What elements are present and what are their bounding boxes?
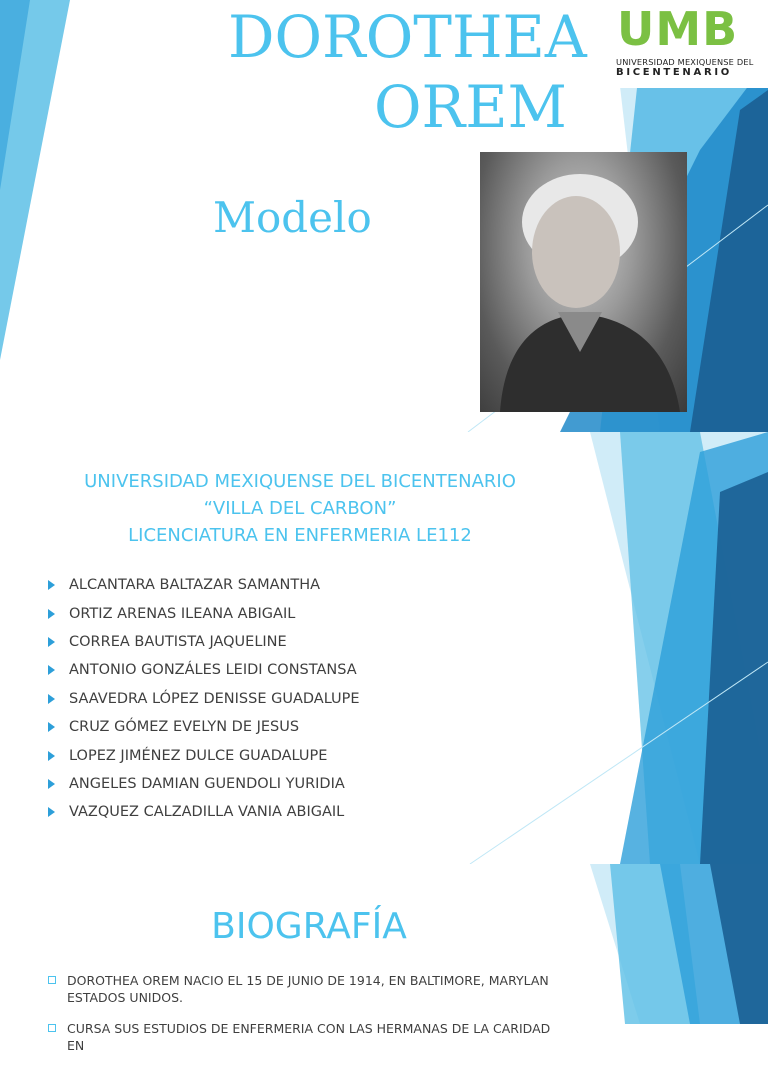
list-item: [48, 798, 360, 826]
arrow-bullet-icon: [48, 637, 55, 647]
umb-logo: [605, 0, 768, 88]
portrait-photo: [480, 152, 687, 412]
list-item: [48, 972, 568, 1006]
logo-text-line-1: UNIVERSIDAD MEXIQUENSE DEL: [616, 57, 754, 67]
arrow-bullet-icon: [48, 580, 55, 590]
team-member-list: [48, 571, 360, 827]
list-item: [48, 770, 360, 798]
title-slide: [0, 0, 768, 432]
arrow-bullet-icon: [48, 609, 55, 619]
member-name: SAAVEDRA LÓPEZ DENISSE GUADALUPE: [69, 690, 360, 707]
member-name: ORTIZ ARENAS ILEANA ABIGAIL: [69, 605, 296, 622]
arrow-bullet-icon: [48, 722, 55, 732]
list-item: [48, 571, 360, 599]
list-item: [48, 599, 360, 627]
biography-text: DOROTHEA OREM NACIO EL 15 DE JUNIO DE 1914, EN BALTIMORE, MARYLAN ESTADOS UNIDOS.: [67, 973, 549, 1005]
biography-list: [48, 972, 568, 1068]
university-block: [60, 468, 540, 549]
biography-text: CURSA SUS ESTUDIOS DE ENFERMERIA CON LAS HERMANAS DE LA CARIDAD EN: [67, 1021, 551, 1053]
university-name: UNIVERSIDAD MEXIQUENSE DEL BICENTENARIO: [84, 471, 516, 492]
title-line-2: OREM: [374, 73, 567, 141]
member-name: ANTONIO GONZÁLES LEIDI CONSTANSA: [69, 662, 357, 679]
list-item: [48, 713, 360, 741]
biography-slide: [0, 864, 768, 1053]
member-name: LOPEZ JIMÉNEZ DULCE GUADALUPE: [69, 747, 328, 764]
arrow-bullet-icon: [48, 779, 55, 789]
team-slide: [0, 432, 768, 864]
member-name: VAZQUEZ CALZADILLA VANIA ABIGAIL: [69, 804, 345, 821]
list-item: [48, 741, 360, 769]
member-name: CORREA BAUTISTA JAQUELINE: [69, 633, 287, 650]
square-bullet-icon: [48, 1024, 56, 1032]
arrow-bullet-icon: [48, 751, 55, 761]
presentation-subtitle: Modelo: [213, 193, 372, 242]
logo-wordmark: UMB: [617, 2, 739, 56]
campus-name: “VILLA DEL CARBON”: [203, 498, 397, 519]
arrow-bullet-icon: [48, 665, 55, 675]
member-name: CRUZ GÓMEZ EVELYN DE JESUS: [69, 719, 300, 736]
presentation-title: [228, 2, 588, 142]
list-item: [48, 685, 360, 713]
logo-text-line-2: BICENTENARIO: [616, 67, 732, 78]
program-name: LICENCIATURA EN ENFERMERIA LE112: [128, 525, 472, 546]
member-name: ALCANTARA BALTAZAR SAMANTHA: [69, 577, 321, 594]
portrait-silhouette: [480, 152, 687, 412]
list-item: [48, 628, 360, 656]
arrow-bullet-icon: [48, 694, 55, 704]
arrow-bullet-icon: [48, 807, 55, 817]
list-item: [48, 1020, 568, 1054]
title-line-1: DOROTHEA: [228, 3, 587, 71]
square-bullet-icon: [48, 976, 56, 984]
list-item: [48, 656, 360, 684]
biography-title: BIOGRAFÍA: [211, 906, 407, 947]
member-name: ANGELES DAMIAN GUENDOLI YURIDIA: [69, 775, 345, 792]
